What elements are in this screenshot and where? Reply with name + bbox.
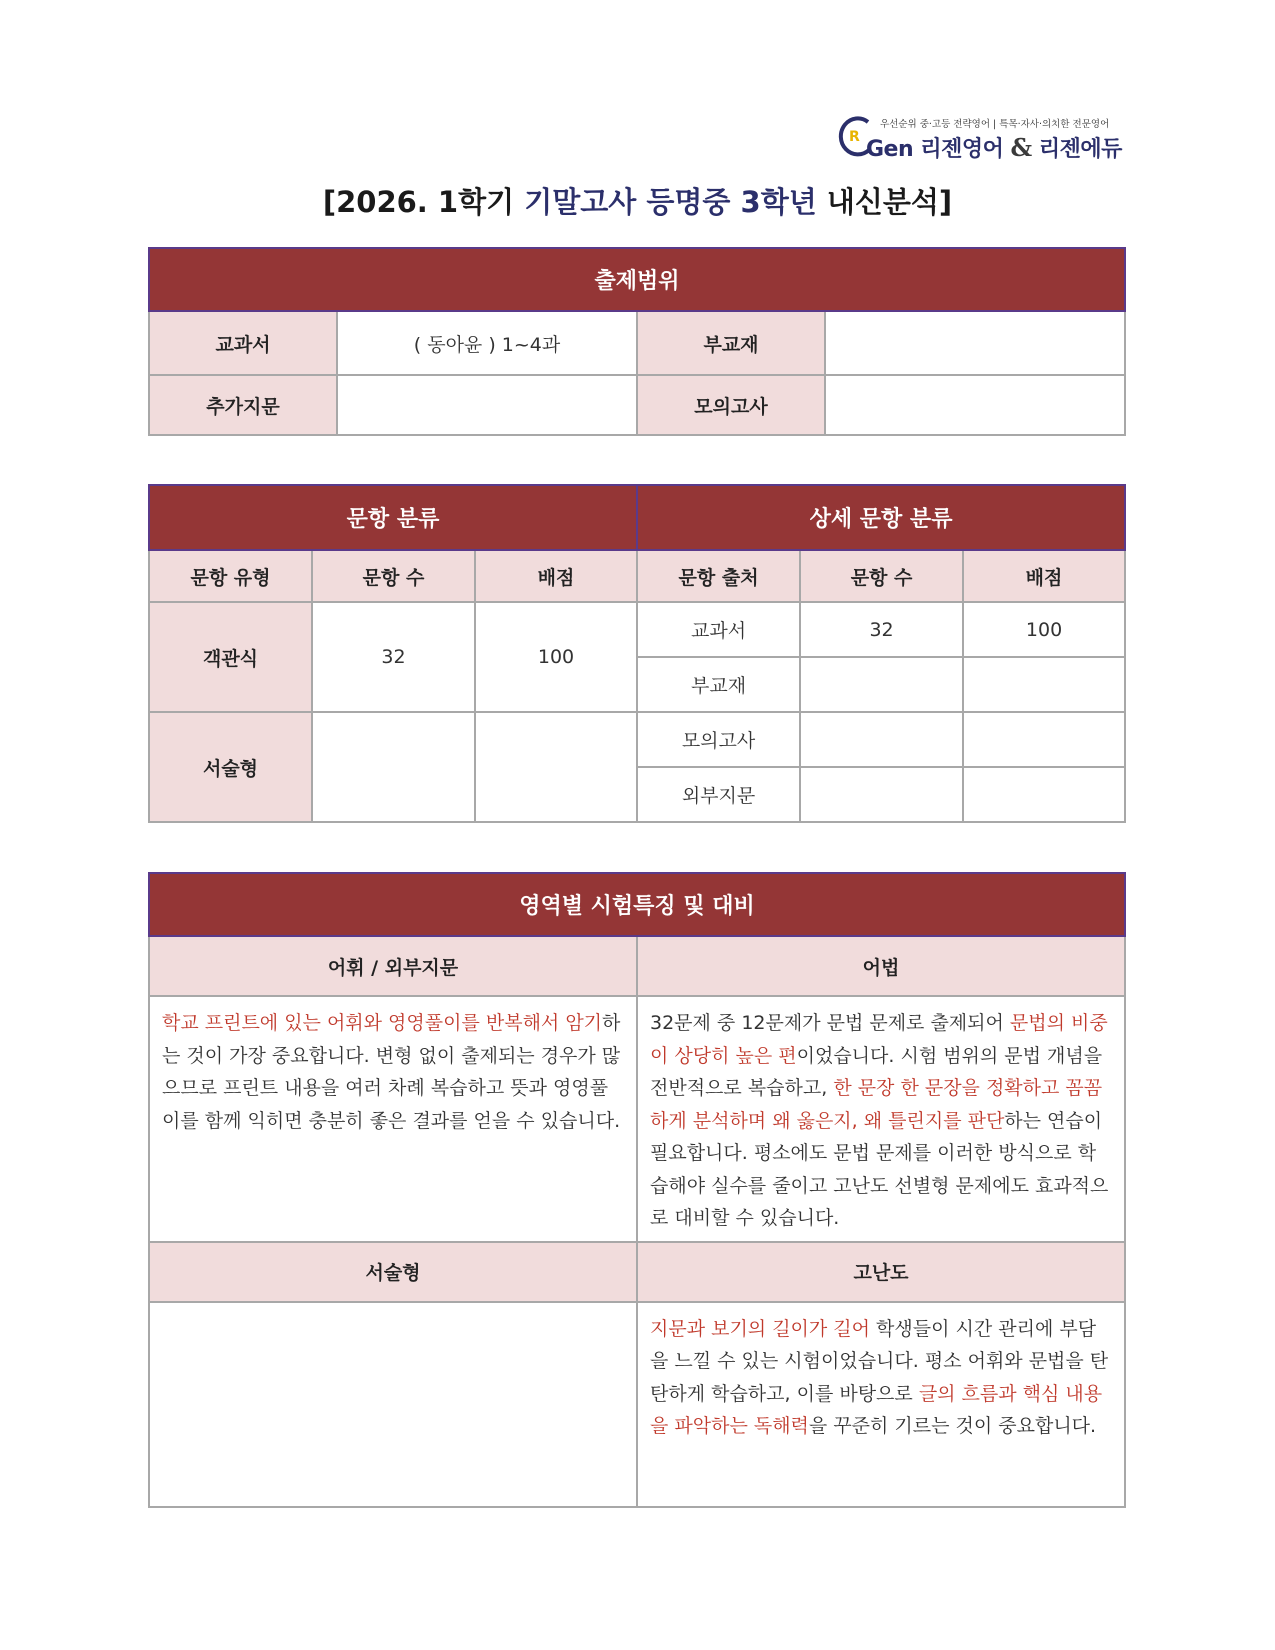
grammar-highlight-2: 한 문장 한 문장을 정확하고 꼼꼼하게 분석하며 왜 옳은지, 왜 틀린지를 판단 <box>650 1077 1103 1132</box>
logo-brand-1: 리젠영어 <box>920 137 1004 162</box>
col-score-detail: 배점 <box>963 550 1125 602</box>
difficulty-p2: 을 꾸준히 기르는 것이 중요합니다. <box>808 1415 1097 1437</box>
textbook-label: 교과서 <box>149 311 337 375</box>
title-post: 내신분석] <box>816 185 953 219</box>
logo-brand-2: 리젠에듀 <box>1038 137 1122 162</box>
supplement-value <box>825 311 1125 375</box>
source-supplement-score <box>963 657 1125 712</box>
classification-header: 문항 분류 <box>149 485 637 550</box>
extra-passage-value <box>337 375 637 435</box>
source-external: 외부지문 <box>637 767 800 822</box>
title-pre: [2026. 1학기 <box>322 185 525 219</box>
page-title <box>0 180 1275 221</box>
title-accent: 기말고사 등명중 3학년 <box>524 185 817 219</box>
col-score: 배점 <box>475 550 637 602</box>
source-supplement: 부교재 <box>637 657 800 712</box>
written-text <box>149 1302 637 1507</box>
source-external-count <box>800 767 963 822</box>
mock-exam-label: 모의고사 <box>637 375 825 435</box>
source-mock-count <box>800 712 963 767</box>
extra-passage-label: 추가지문 <box>149 375 337 435</box>
objective-score: 100 <box>475 602 637 712</box>
objective-count: 32 <box>312 602 475 712</box>
source-textbook: 교과서 <box>637 602 800 657</box>
scope-header: 출제범위 <box>149 248 1125 311</box>
grammar-text <box>637 996 1125 1242</box>
source-external-score <box>963 767 1125 822</box>
brand-logo <box>838 112 1128 164</box>
logo-brand-en: Gen <box>866 137 914 162</box>
source-textbook-count: 32 <box>800 602 963 657</box>
mock-exam-value <box>825 375 1125 435</box>
grammar-label: 어법 <box>637 936 1125 996</box>
written-count <box>312 712 475 822</box>
written-label: 서술형 <box>149 1242 637 1302</box>
source-mock: 모의고사 <box>637 712 800 767</box>
difficulty-highlight-2: 글의 흐름과 핵심 내용을 파악하는 독해력 <box>650 1382 1103 1437</box>
logo-r-letter: R <box>849 129 860 145</box>
col-question-count: 문항 수 <box>312 550 475 602</box>
textbook-value: ( 동아윤 ) 1~4과 <box>337 311 637 375</box>
col-question-count-detail: 문항 수 <box>800 550 963 602</box>
source-supplement-count <box>800 657 963 712</box>
logo-amp: & <box>1010 133 1032 162</box>
col-question-type: 문항 유형 <box>149 550 312 602</box>
type-written: 서술형 <box>149 712 312 822</box>
supplement-label: 부교재 <box>637 311 825 375</box>
grammar-highlight-1: 문법의 비중이 상당히 높은 편 <box>650 1012 1108 1067</box>
vocab-text <box>149 996 637 1242</box>
features-table <box>148 872 1126 1508</box>
difficulty-highlight-1: 지문과 보기의 길이가 길어 <box>650 1317 871 1340</box>
difficulty-text <box>637 1302 1125 1507</box>
type-objective: 객관식 <box>149 602 312 712</box>
classification-table <box>148 484 1126 823</box>
detail-classification-header: 상세 문항 분류 <box>637 485 1125 550</box>
grammar-p1: 32문제 중 12문제가 문법 문제로 출제되어 <box>650 1012 1010 1034</box>
difficulty-label: 고난도 <box>637 1242 1125 1302</box>
scope-table <box>148 247 1126 436</box>
grammar-p3: 하는 연습이 필요합니다. 평소에도 문법 문제를 이러한 방식으로 학습해야 실수를 줄이고 고난도 선별형 문제에도 효과적으로 대비할 수 있습니다. <box>650 1109 1109 1229</box>
written-score <box>475 712 637 822</box>
difficulty-p1: 학생들이 시간 관리에 부담을 느낄 수 있는 시험이었습니다. 평소 어휘와 문법을 탄탄하게 학습하고, 이를 바탕으로 <box>650 1317 1109 1405</box>
logo-brand <box>866 132 1122 163</box>
col-question-source: 문항 출처 <box>637 550 800 602</box>
features-header: 영역별 시험특징 및 대비 <box>149 873 1125 936</box>
logo-tagline: 우선순위 중·고등 전략영어 | 특목·자사·의치한 전문영어 <box>880 119 1110 130</box>
vocab-rest: 하는 것이 가장 중요합니다. 변형 없이 출제되는 경우가 많으므로 프린트 내용을 여러 차례 복습하고 뜻과 영영풀이를 함께 익히면 충분히 좋은 결과를 얻을 수 있습니다. <box>162 1012 621 1132</box>
grammar-p2: 이었습니다. 시험 범위의 문법 개념을 전반적으로 복습하고, <box>650 1044 1103 1099</box>
source-textbook-score: 100 <box>963 602 1125 657</box>
source-mock-score <box>963 712 1125 767</box>
vocab-label: 어휘 / 외부지문 <box>149 936 637 996</box>
vocab-highlight: 학교 프린트에 있는 어휘와 영영풀이를 반복해서 암기 <box>162 1012 603 1034</box>
